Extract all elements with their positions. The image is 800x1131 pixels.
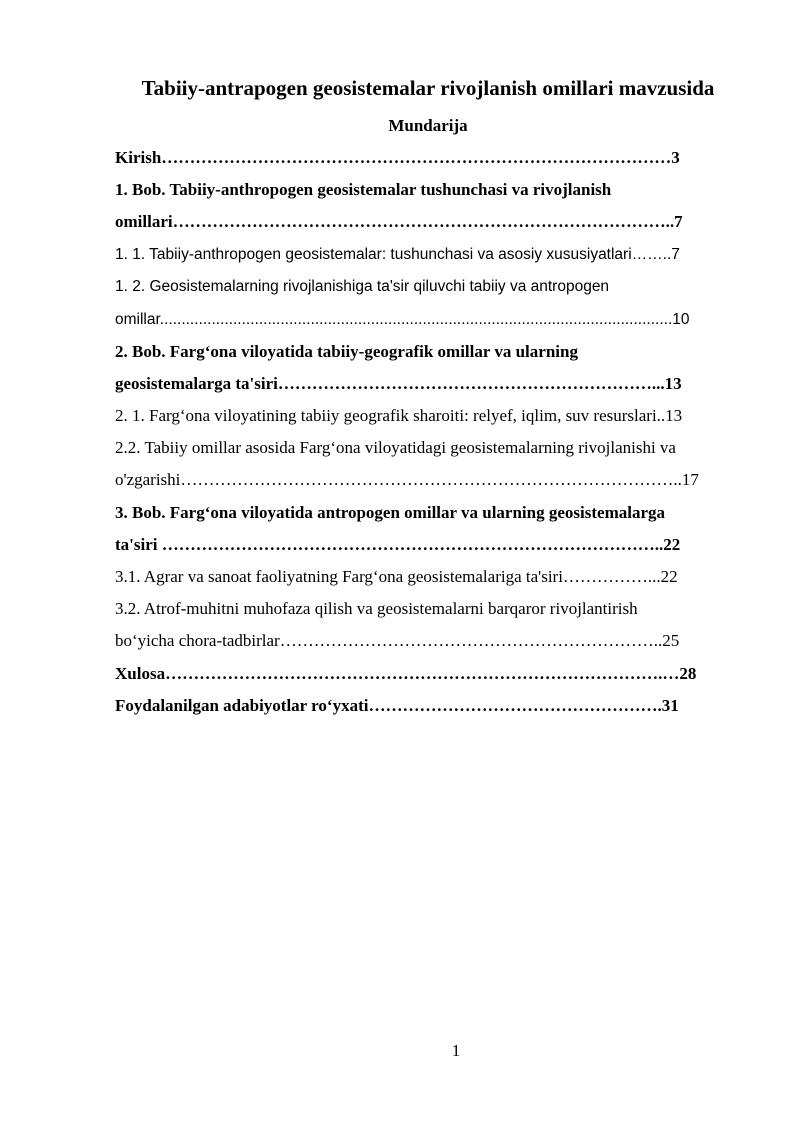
document-title: Tabiiy-antrapogen geosistemalar rivojlanish omillari mavzusida: [141, 76, 715, 100]
toc-entry-section-1-2-cont: omillar.......................................................................................................................10: [115, 311, 690, 328]
toc-entry-bibliography: Foydalanilgan adabiyotlar ro‘yxati…………………………………………….31: [115, 696, 679, 715]
toc-entry-section-3-2: 3.2. Atrof-muhitni muhofaza qilish va geosistemalarni barqaror rivojlantirish: [115, 599, 638, 618]
toc-entry-section-3-2-cont: bo‘yicha chora-tadbirlar…………………………………………………………..25: [115, 631, 680, 650]
toc-entry-chapter-2-cont: geosistemalarga ta'siri…………………………………………………………...13: [115, 374, 682, 393]
toc-entry-section-1-2: 1. 2. Geosistemalarning rivojlanishiga ta'sir qiluvchi tabiiy va antropogen: [115, 278, 610, 295]
page-number: 1: [451, 1041, 461, 1060]
toc-entry-xulosa: Xulosa…………………………………………………………………………….…28: [115, 664, 697, 683]
toc-heading: Mundarija: [388, 116, 468, 135]
toc-entry-chapter-2: 2. Bob. Farg‘ona viloyatida tabiiy-geografik omillar va ularning: [115, 342, 578, 361]
toc-entry-section-2-2-cont: o'zgarishi……………………………………………………………………………..17: [115, 470, 699, 489]
toc-entry-kirish: Kirish………………………………………………………………………………3: [115, 148, 680, 167]
toc-entry-chapter-3: 3. Bob. Farg‘ona viloyatida antropogen omillar va ularning geosistemalarga: [115, 503, 665, 522]
toc-entry-section-2-1: 2. 1. Farg‘ona viloyatining tabiiy geografik sharoiti: relyef, iqlim, suv resurslari..13: [115, 406, 683, 425]
toc-entry-section-2-2: 2.2. Tabiiy omillar asosida Farg‘ona viloyatidagi geosistemalarning rivojlanishi va: [115, 438, 676, 457]
toc-entry-chapter-1-cont: omillari……………………………………………………………………………..7: [115, 212, 683, 231]
toc-entry-section-3-1: 3.1. Agrar va sanoat faoliyatning Farg‘ona geosistemalariga ta'siri……………...22: [115, 567, 678, 586]
toc-entry-chapter-1: 1. Bob. Tabiiy-anthropogen geosistemalar tushunchasi va rivojlanish: [115, 180, 612, 199]
toc-entry-chapter-3-cont: ta'siri ……………………………………………………………………………..22: [115, 535, 681, 554]
toc-entry-section-1-1: 1. 1. Tabiiy-anthropogen geosistemalar: tushunchasi va asosiy xususiyatlari……..7: [115, 246, 680, 263]
